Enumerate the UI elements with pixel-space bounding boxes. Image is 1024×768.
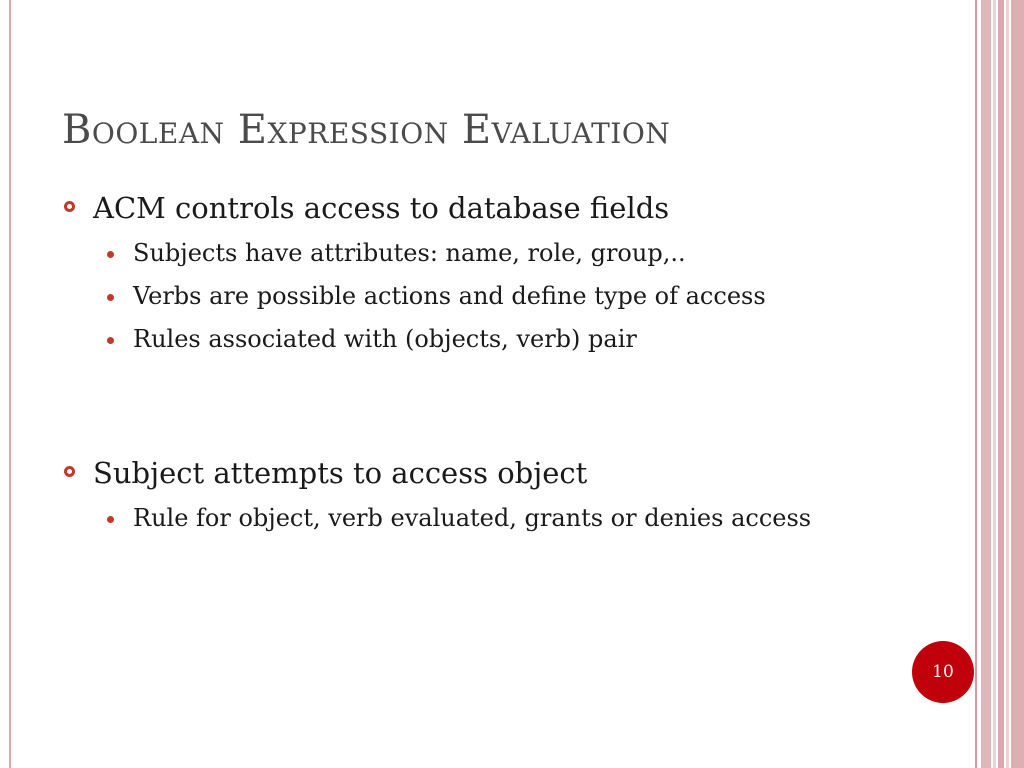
slide-content xyxy=(62,188,962,540)
sub-bullet-list xyxy=(62,232,962,361)
bullet-level2 xyxy=(62,497,962,540)
dot-bullet-icon xyxy=(107,251,114,258)
slide-number-text: 10 xyxy=(932,662,954,682)
bullet-level1 xyxy=(62,188,962,228)
bullet-level2 xyxy=(62,232,962,275)
sub-bullet-text: Rule for object, verb evaluated, grants or denies access xyxy=(133,504,812,532)
right-border-stripe xyxy=(998,0,1004,768)
bullet-level2 xyxy=(62,318,962,361)
right-border-stripe xyxy=(975,0,977,768)
ring-bullet-icon xyxy=(64,466,75,477)
right-border-stripe xyxy=(1011,0,1024,768)
slide-number-badge xyxy=(912,641,974,703)
slide-title: Boolean Expression Evaluation xyxy=(62,107,671,153)
sub-bullet-text: Rules associated with (objects, verb) pair xyxy=(133,325,637,353)
left-border-line xyxy=(9,0,11,768)
dot-bullet-icon xyxy=(107,294,114,301)
bullet-group-1 xyxy=(62,188,962,361)
bullet-text: ACM controls access to database fields xyxy=(93,191,670,225)
dot-bullet-icon xyxy=(107,516,114,523)
ring-bullet-icon xyxy=(64,201,75,212)
sub-bullet-text: Verbs are possible actions and define type of access xyxy=(133,282,766,310)
sub-bullet-list xyxy=(62,497,962,540)
bullet-level1 xyxy=(62,453,962,493)
right-border-stripe xyxy=(993,0,996,768)
right-border-stripe xyxy=(1006,0,1009,768)
sub-bullet-text: Subjects have attributes: name, role, group,.. xyxy=(133,239,686,267)
bullet-text: Subject attempts to access object xyxy=(93,456,588,490)
bullet-level2 xyxy=(62,275,962,318)
right-border-stripe xyxy=(981,0,991,768)
dot-bullet-icon xyxy=(107,337,114,344)
bullet-group-2 xyxy=(62,453,962,540)
